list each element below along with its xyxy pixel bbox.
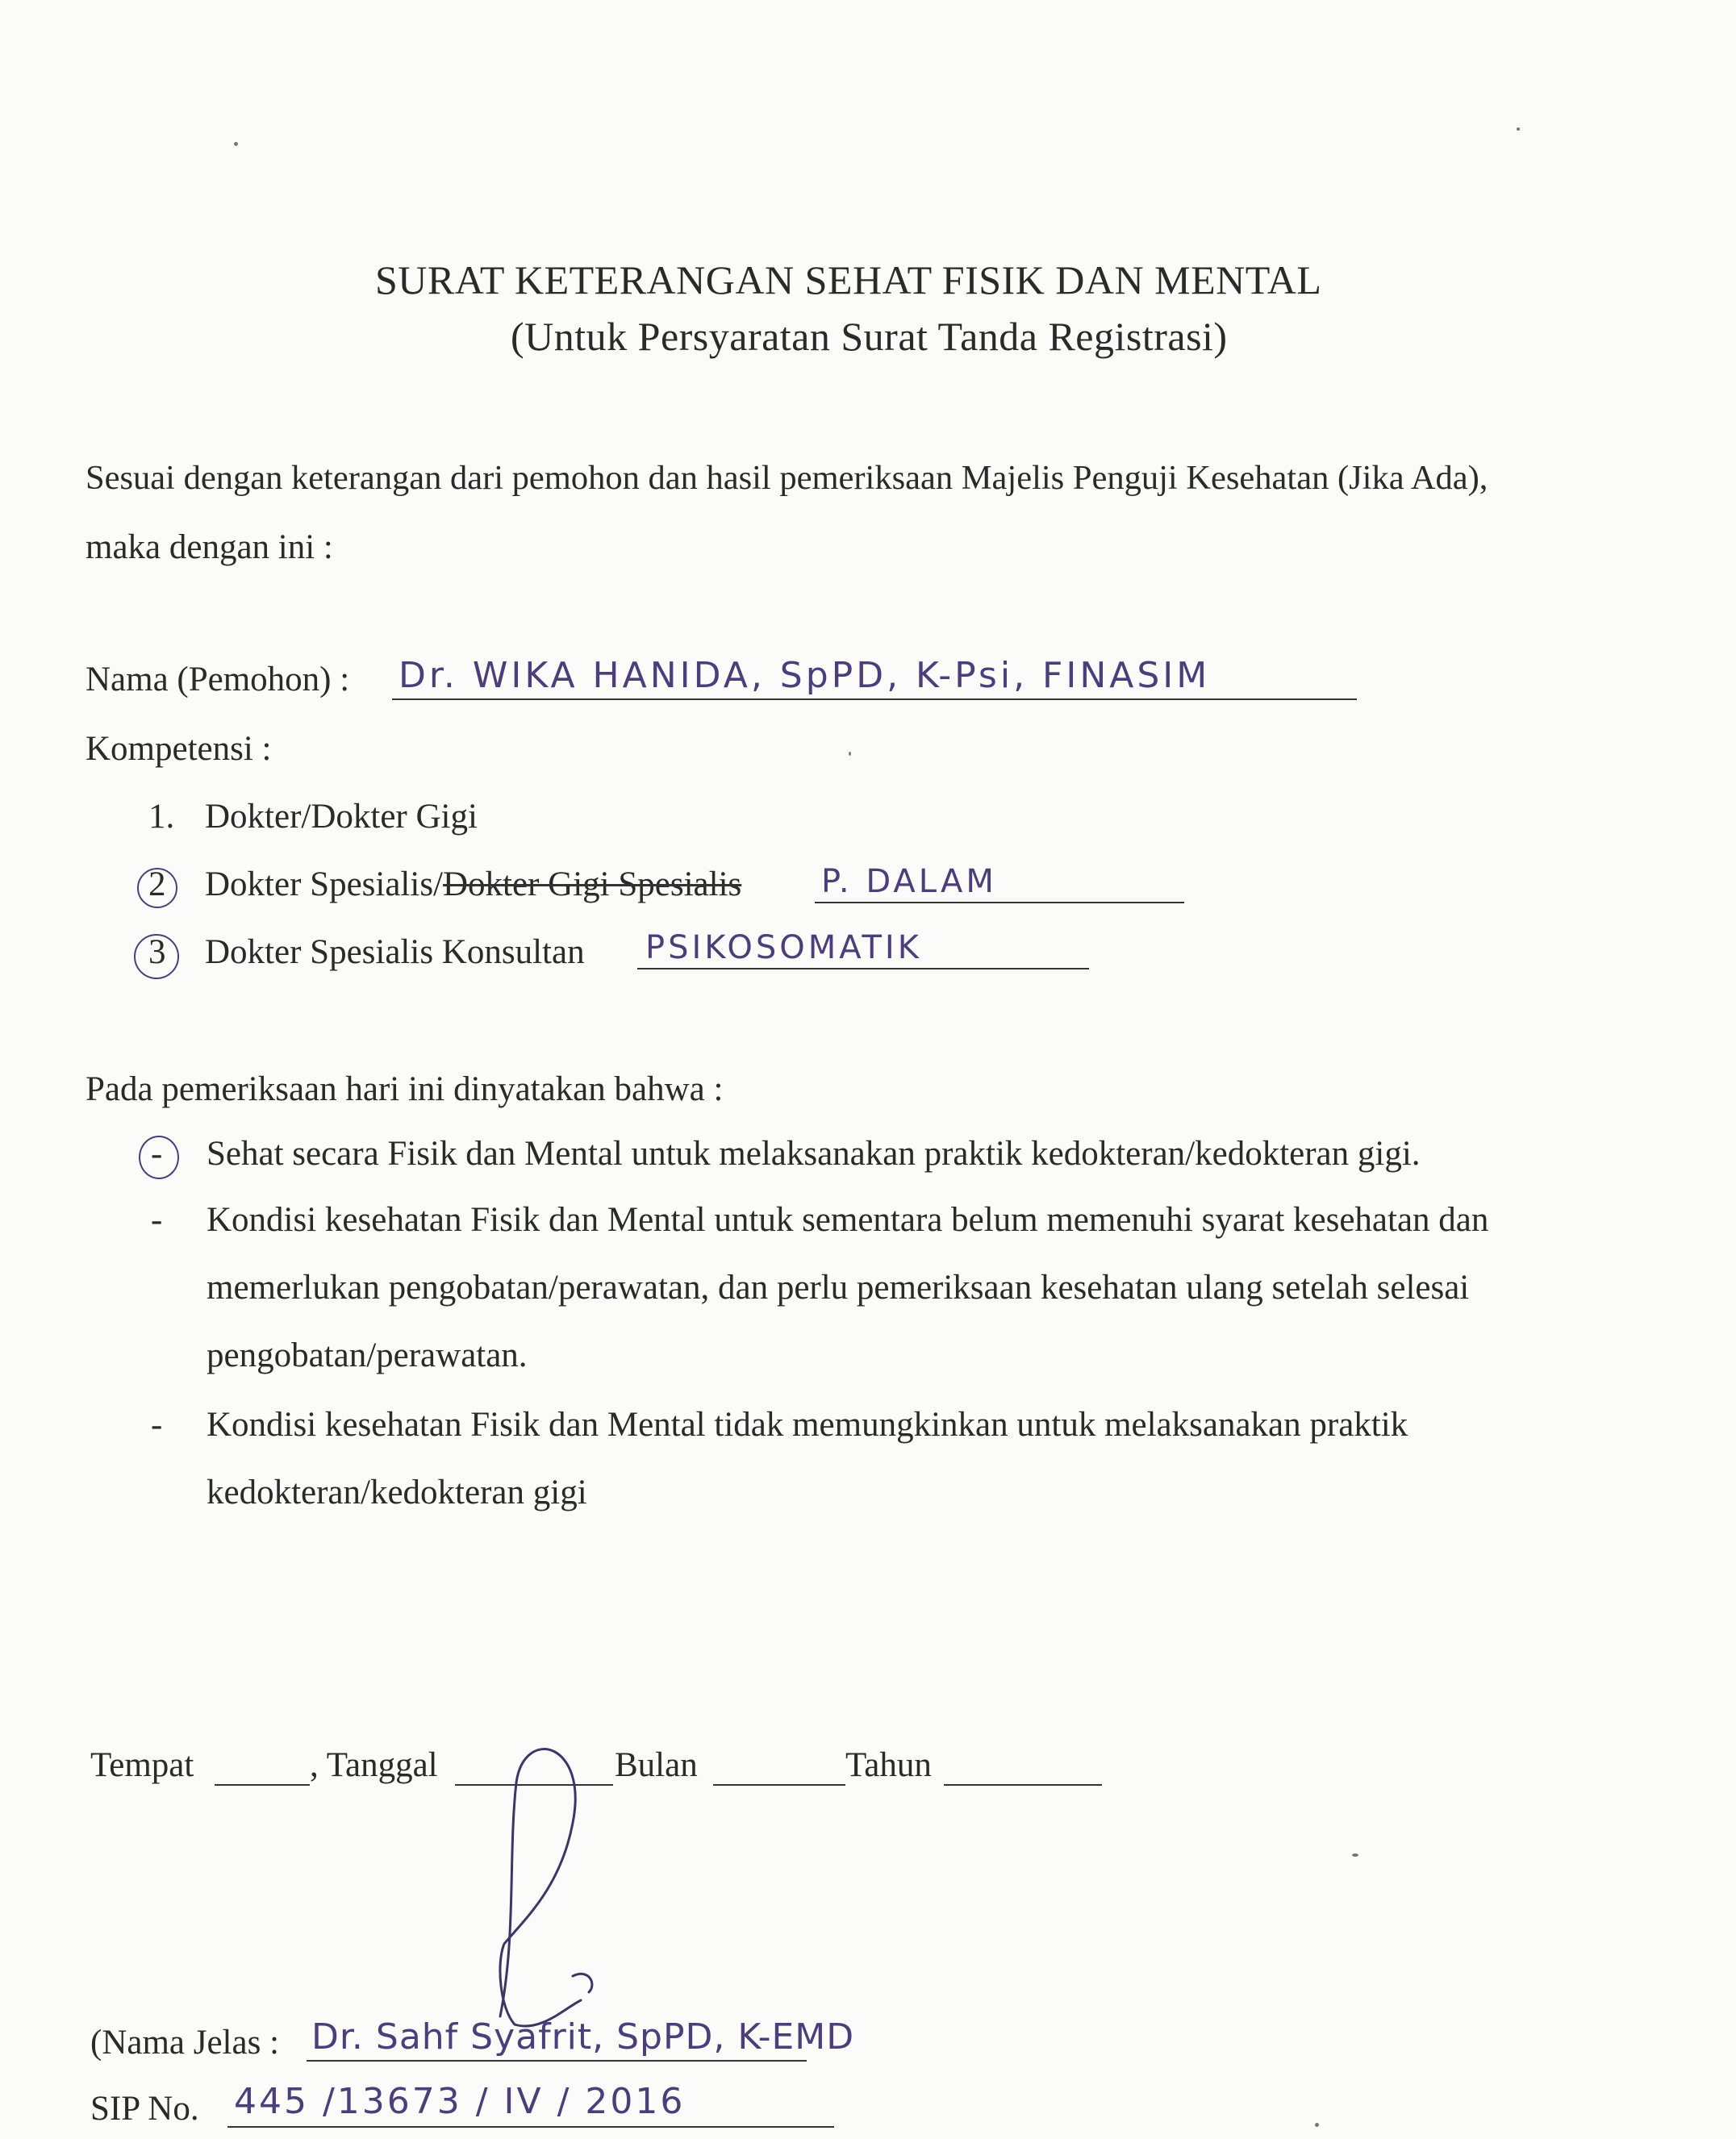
place-line	[215, 1784, 310, 1786]
examination-item-2-line-2: memerlukan pengobatan/perawatan, dan perlu pemeriksaan kesehatan ulang setelah selesai	[207, 1269, 1470, 1307]
scan-speck	[1315, 2123, 1319, 2127]
competence-item-3-number: 3	[148, 933, 166, 971]
month-label: Bulan	[615, 1746, 698, 1784]
examination-item-2-line-1: Kondisi kesehatan Fisik dan Mental untuk sementara belum memenuhi syarat kesehatan dan	[207, 1201, 1489, 1239]
applicant-name-handwritten: Dr. WIKA HANIDA, SpPD, K-Psi, FINASIM	[399, 655, 1211, 696]
date-label: , Tanggal	[310, 1746, 438, 1784]
sip-label: SIP No.	[90, 2090, 199, 2128]
examination-item-1-bullet: -	[151, 1135, 163, 1173]
month-line	[713, 1784, 845, 1786]
examination-item-2-bullet: -	[151, 1201, 163, 1239]
competence-item-3-line	[637, 968, 1089, 969]
examination-item-3-line-1: Kondisi kesehatan Fisik dan Mental tidak memungkinkan untuk melaksanakan praktik	[207, 1406, 1408, 1444]
scan-speck	[849, 752, 851, 756]
intro-line-2: maka dengan ini :	[86, 528, 333, 566]
signer-name-handwritten: Dr. Sahf Syafrit, SpPD, K-EMD	[311, 2016, 855, 2058]
scan-speck	[1517, 127, 1520, 131]
year-line	[944, 1784, 1102, 1786]
signer-name-line	[307, 2060, 807, 2062]
competence-item-2-text	[205, 865, 741, 904]
competence-item-2-label: Dokter Spesialis/	[205, 865, 443, 903]
intro-line-1: Sesuai dengan keterangan dari pemohon dan hasil pemeriksaan Majelis Penguji Kesehatan (Jika Ada),	[86, 459, 1488, 497]
document-title: SURAT KETERANGAN SEHAT FISIK DAN MENTAL	[375, 257, 1322, 302]
examination-label: Pada pemeriksaan hari ini dinyatakan bahwa :	[86, 1070, 724, 1108]
examination-item-3-line-2: kedokteran/kedokteran gigi	[207, 1474, 587, 1511]
competence-item-3-text: Dokter Spesialis Konsultan	[205, 933, 585, 971]
competence-item-2-handwritten: P. DALAM	[821, 863, 997, 900]
competence-item-2-line	[815, 902, 1184, 903]
sip-number-handwritten: 445 /13673 / IV / 2016	[234, 2081, 686, 2122]
place-label: Tempat	[90, 1746, 194, 1784]
competence-item-2-struck-text: Dokter Gigi Spesialis	[443, 865, 742, 903]
competence-item-1-number: 1.	[148, 798, 175, 836]
clear-name-label: (Nama Jelas :	[90, 2024, 280, 2062]
year-label: Tahun	[845, 1746, 932, 1784]
sip-line	[227, 2126, 834, 2128]
examination-item-3-bullet: -	[151, 1406, 163, 1444]
applicant-label: Nama (Pemohon) :	[86, 661, 350, 698]
document-subtitle: (Untuk Persyaratan Surat Tanda Registrasi)	[511, 314, 1228, 359]
competence-item-3-handwritten: PSIKOSOMATIK	[645, 929, 922, 966]
competence-item-1-text: Dokter/Dokter Gigi	[205, 798, 478, 836]
competence-item-2-number: 2	[148, 865, 166, 903]
scan-speck	[234, 142, 238, 146]
scan-speck	[1352, 1853, 1358, 1857]
competence-label: Kompetensi :	[86, 730, 272, 768]
applicant-name-line	[392, 698, 1357, 700]
examination-item-2-line-3: pengobatan/perawatan.	[207, 1336, 528, 1374]
examination-item-1-text: Sehat secara Fisik dan Mental untuk melaksanakan praktik kedokteran/kedokteran gigi.	[207, 1135, 1421, 1173]
